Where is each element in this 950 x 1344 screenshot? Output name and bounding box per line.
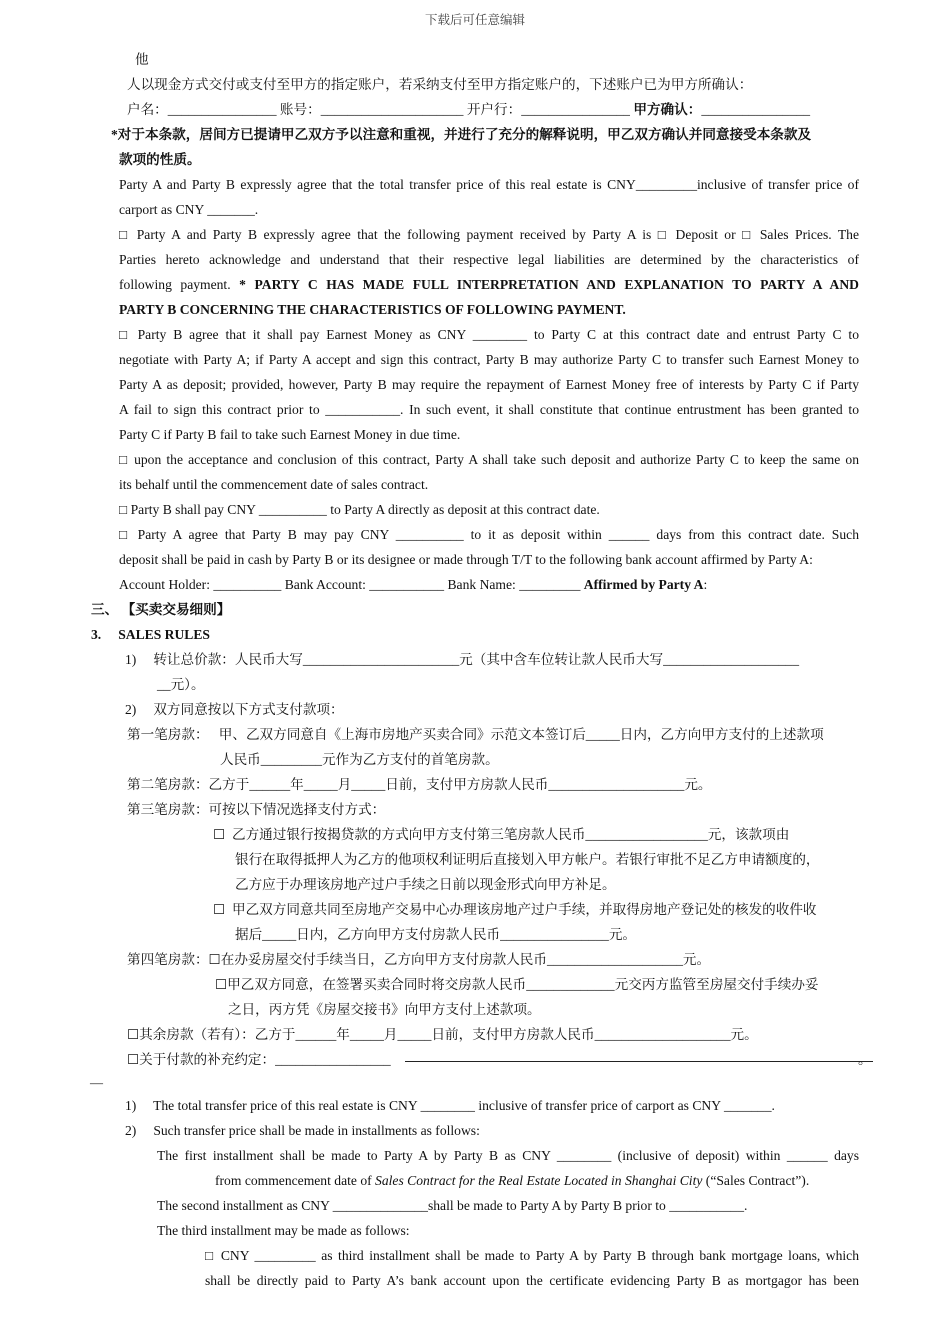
- line-l27: 2) 双方同意按以下方式支付款项：: [125, 702, 344, 717]
- page-header: 下载后可任意编辑: [424, 13, 525, 27]
- line-l46-a: from commencement date of: [215, 1173, 376, 1188]
- affirmed-label: Affirmed by Party A: [583, 577, 704, 592]
- supplementary-payment-line: [127, 1047, 391, 1072]
- party-a-confirm-blank: ________________: [701, 102, 811, 117]
- line-l12: □ Party B agree that it shall pay Earnest Money as CNY ________ to Party C at this contract date and entrust Party C to: [119, 327, 859, 342]
- line-l10: [119, 272, 859, 297]
- line-l19: □ Party B shall pay CNY __________ to Party A directly as deposit at this contract date.: [119, 502, 600, 517]
- line-l45: The first installment shall be made to Party A by Party B as CNY ________ (inclusive of deposit) within ______ days: [157, 1148, 859, 1163]
- line-l07: carport as CNY _______.: [119, 202, 259, 217]
- line-l11: PARTY B CONCERNING THE CHARACTERISTICS OF FOLLOWING PAYMENT.: [119, 302, 626, 317]
- account-fields: 户名：________________ 账号：_____________________ 开户行：________________: [127, 102, 634, 117]
- line-l39: 之日，丙方凭《房屋交接书》向甲方支付上述款项。: [228, 1002, 541, 1017]
- line-l09: Parties hereto acknowledge and understand that their respective legal liabilities are determined by the characteristics of: [119, 252, 859, 267]
- line-l38: ☐甲乙双方同意，在签署买卖合同时将交房款人民币_____________元交丙方监管至房屋交付手续办妥: [215, 977, 819, 992]
- section-3-title-en: 3. SALES RULES: [91, 627, 210, 642]
- line-l18: its behalf until the commencement date of sales contract.: [119, 477, 429, 492]
- account-line: [127, 97, 810, 122]
- line-l34: 乙方应于办理该房地产过户手续之日前以现金形式向甲方补足。: [235, 877, 616, 892]
- line-l04: *对于本条款，居间方已提请甲乙双方予以注意和重视，并进行了充分的解释说明，甲乙双方确认并同意接受本条款及: [111, 127, 812, 142]
- line-l20: □ Party A agree that Party B may pay CNY __________ to it as deposit within ______ days from this contract date. Such: [119, 527, 859, 542]
- line-l26: __元）。: [157, 677, 205, 692]
- line-l49: □ CNY _________ as third installment shall be made to Party A by Party B through bank mortgage loans, which: [205, 1248, 859, 1263]
- line-l01: 他: [135, 52, 149, 67]
- line-l48: The third installment may be made as follows:: [157, 1223, 410, 1238]
- line-l08: □ Party A and Party B expressly agree that the following payment received by Party A is □ Deposit or □ Sales Prices. The: [119, 227, 859, 242]
- supplementary-underline: [405, 1061, 873, 1062]
- line-l46-c: (“Sales Contract”).: [702, 1173, 810, 1188]
- line-l37: 第四笔房款：☐在办妥房屋交付手续当日，乙方向甲方支付房款人民币____________________元。: [127, 952, 711, 967]
- line-l06: Party A and Party B expressly agree that the total transfer price of this real estate is CNY_________inclusive of transfer price of: [119, 177, 859, 192]
- line-l16: Party C if Party B fail to take such Earnest Money in due time.: [119, 427, 461, 442]
- line-l13: negotiate with Party A; if Party A accept and sign this contract, Party B may authorize Party C to transfer such Earnest Money to: [119, 352, 859, 367]
- line-l46: [215, 1168, 809, 1193]
- line-l33: 银行在取得抵押人为乙方的他项权利证明后直接划入甲方帐户。若银行审批不足乙方申请额度的，: [235, 852, 820, 867]
- line-l29: 人民币_________元作为乙方支付的首笔房款。: [220, 752, 499, 767]
- bank-account-line: [119, 572, 707, 597]
- line-l28: 第一笔房款： 甲、乙双方同意自《上海市房地产买卖合同》示范文本签订后_____日内，乙方向甲方支付的上述款项: [127, 727, 824, 742]
- line-l31: 第三笔房款：可按以下情况选择支付方式：: [127, 802, 386, 817]
- line-l10-a: following payment.: [119, 277, 240, 292]
- affirmed-colon: :: [703, 577, 708, 592]
- line-l21: deposit shall be paid in cash by Party B or its designee or made through T/T to the following bank account affirmed by Party A:: [119, 552, 813, 567]
- supplementary-label: ☐关于付款的补充约定：_________________: [127, 1052, 391, 1067]
- line-l44: 2) Such transfer price shall be made in installments as follows:: [125, 1123, 480, 1138]
- line-l17: □ upon the acceptance and conclusion of this contract, Party A shall take such deposit and authorize Party C to keep the same on: [119, 452, 859, 467]
- separator-dash: —: [90, 1075, 103, 1090]
- line-l25: 1) 转让总价款：人民币大写_______________________元（其中含车位转让款人民币大写____________________: [125, 652, 800, 667]
- line-l30: 第二笔房款：乙方于______年_____月_____日前，支付甲方房款人民币____________________元。: [127, 777, 712, 792]
- line-l40: ☐其余房款（若有）：乙方于______年_____月_____日前，支付甲方房款人民币____________________元。: [127, 1027, 758, 1042]
- party-c-notice: * PARTY C HAS MADE FULL INTERPRETATION AND EXPLANATION TO PARTY A AND: [239, 277, 859, 292]
- line-l15: A fail to sign this contract prior to ___________. In such event, it shall constitute that continue entrustment has been granted to: [119, 402, 859, 417]
- line-l35: ☐ 甲乙双方同意共同至房地产交易中心办理该房地产过户手续，并取得房地产登记处的核发的收件收: [213, 902, 817, 917]
- line-l36: 据后_____日内，乙方向甲方支付房款人民币________________元。: [235, 927, 637, 942]
- line-l47: The second installment as CNY ______________shall be made to Party A by Party B prior to ___________.: [157, 1198, 748, 1213]
- line-l50: shall be directly paid to Party A’s bank account upon the certificate evidencing Party B as mortgagor has been: [205, 1273, 859, 1288]
- supplementary-end: 。: [858, 1052, 872, 1067]
- section-3-title-cn: 三、 【买卖交易细则】: [91, 602, 231, 617]
- bank-fields: Account Holder: __________ Bank Account: ___________ Bank Name: _________: [119, 577, 584, 592]
- line-l32: ☐ 乙方通过银行按揭贷款的方式向甲方支付第三笔房款人民币__________________元，该款项由: [213, 827, 790, 842]
- sales-contract-title: Sales Contract for the Real Estate Located in Shanghai City: [375, 1173, 703, 1188]
- line-l02: 人以现金方式交付或支付至甲方的指定账户，若采纳支付至甲方指定账户的，下述账户已为甲方所确认：: [127, 77, 753, 92]
- line-l14: Party A as deposit; provided, however, Party B may require the repayment of Earnest Money free of interests by Party C if Party: [119, 377, 859, 392]
- line-l05: 款项的性质。: [119, 152, 201, 167]
- party-a-confirm-label: 甲方确认：: [633, 102, 702, 117]
- line-l43: 1) The total transfer price of this real estate is CNY ________ inclusive of transfer price of carport as CNY _______.: [125, 1098, 775, 1113]
